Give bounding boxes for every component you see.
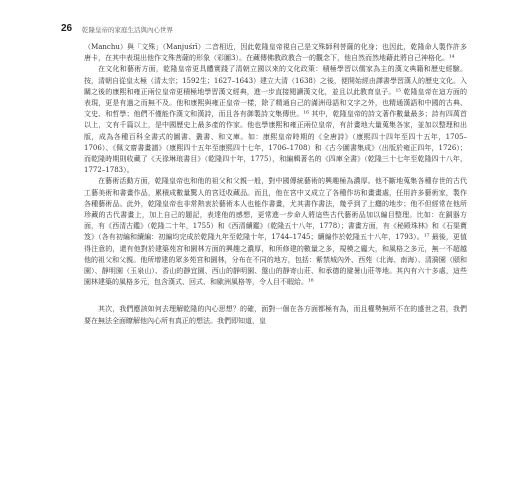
paragraph-4: 其次，我們應該如何去理解乾隆的內心思想？的確，面對一個在各方面都極有為，而且權勢無所不在的盛世之君，我們要在無法全面瞭解他內心所有真正的想法。我們即知道，皇 — [84, 305, 467, 325]
body-text — [84, 42, 467, 327]
page-number: 26 — [61, 23, 73, 34]
paragraph-gap — [84, 288, 467, 304]
paragraph-1: （Manchu）與「文殊」（Manjuśrī）二音相近，因此乾隆皇帝視自己是文殊師利菩薩的化身；也因此，乾隆命人製作許多唐卡，在其中表現出他作文殊菩薩的形象（彩圖3）。在藏傳佛教政教合一的觀念下，他自然而然地藉此將自己神格化。¹⁴ — [84, 43, 467, 63]
paragraph-2: 在文化和藝術方面，乾隆皇帝更具體實踐了清朝立國以來的文化政策：積極學習以儒家為主的漢文典籍和歷史經驗。按，清朝自從皇太極（清太宗；1592生；1627–1643）建立大清（1638）之後，便開始經由譯書學習漢人的歷史文化。入關之後的康熙和雍正兩位皇帝更積極地學習漢文經典，進一步直接閱讀漢文化，並且以此教育皇子。¹⁵ 乾隆皇帝在這方面的表現，更是有過之而無不及。他和康熙與雍正皇帝一樣，除了精通自己的滿洲母語和文字之外，也精通漢語和中國的古典、文史、和哲學；他們不僅能作漢文和漢詩，而且各有御製詩文集傳世。¹⁶ 其中，乾隆皇帝的詩文著作數量最多；詩有四萬首以上，文有千篇以上，是中國歷史上最多產的作家。他也學康熙和雍正兩位皇帝，有計畫地大量蒐集各家，並加以整理和出版，成為各種百科全書式的圖書、叢書、和文庫。如：康熙皇帝時期的《全唐詩》（康熙四十四年至四十五年，1705–1706）、《佩文齋書畫譜》（康熙四十五年至康熙四十七年，1706–1708）和《古今圖書集成》（出版於雍正四年，1726）；而乾隆時期則收藏了《天祿琳琅書目》（乾隆四十年，1775），和編輯著名的《四庫全書》（乾隆三十七年至乾隆四十八年，1772–1783）。 — [84, 65, 467, 175]
paragraph-3: 在藝術活動方面，乾隆皇帝也和他的祖父和父親一般，對中國傳統藝術的興趣極為濃厚。他不斷地蒐集各種存世的古代工藝美術和書畫作品，累積成數量驚人的宮廷收藏品。而且，他在宮中又成立了各種作坊和畫畫處，任用許多藝術家，製作各種藝術品。此外，乾隆皇帝也非常熱衷於藝術本人也能作書畫，尤其書作書法，幾乎到了上癮的地步；他不但經常在他所珍藏的古代書畫上，加上自己的題記，表達他的感想，更常進一步命人將這些古代藝術品加以編目整理。比如：在銅器方面，有《西清古鑑》（乾隆二十年，1755）和《西清續鑑》（乾隆五十八年，1778）；書畫方面，有《秘殿珠林》和《石渠寶笈》（各有初編和續編：初編均完成於乾隆九年至乾隆十年，1744–1745；續編作於乾隆五十八年，1793）。¹⁷ 最後，更值得注意的，還有他對於建築苑宮和園林方面的興趣之濃厚，和所修建的數量之多，規模之龐大，和風格之多元，無一不超越他的祖父和父親。他所增建的眾多苑宮和園林，分布在不同的地方，包括：紫禁城內外、西苑（北海、南海）、清漪園（頤和園）、靜明園（玉泉山）、香山的靜宜園、西山的靜明園、盤山的靜寄山莊、和承德的避暑山莊等地。其內有六十多處，這些園林建築的風格多元，包含漢式、回式、和歐洲風格等，令人目不暇給。¹⁸ — [84, 177, 467, 287]
running-head-title: 乾隆皇帝的家庭生活與內心世界 — [82, 26, 173, 34]
